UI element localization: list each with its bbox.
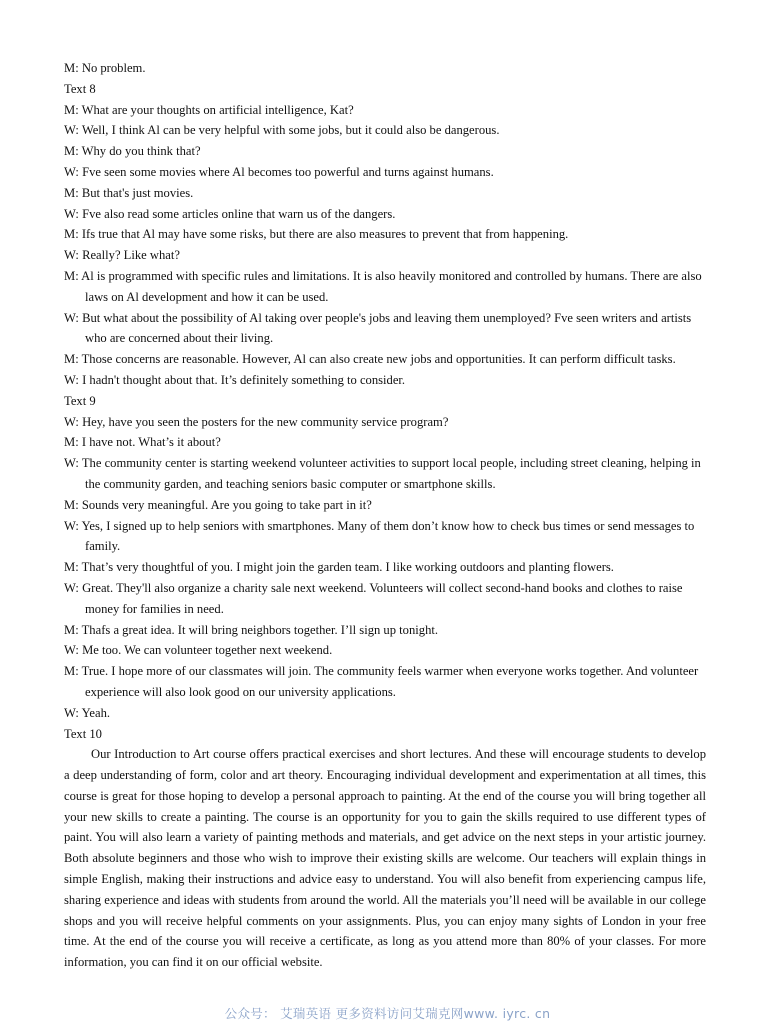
dialogue-line: M: That’s very thoughtful of you. I might join the garden team. I like working outdoors and planting flowers.: [64, 560, 614, 575]
section-heading: Text 8: [64, 81, 96, 96]
dialogue-line: W: The community center is starting weekend volunteer activities to support local people, including street cleaning, helping in the community garden, and teaching seniors basic computer or smartphone skills.: [64, 456, 701, 491]
dialogue-line: M: But that's just movies.: [64, 185, 194, 200]
dialogue-line: W: Fve also read some articles online that warn us of the dangers.: [64, 206, 396, 221]
dialogue-line: M: Thafs a great idea. It will bring neighbors together. I’ll sign up tonight.: [64, 622, 439, 637]
dialogue-line: M: Those concerns are reasonable. However, Al can also create new jobs and opportunities. It can perform difficult tasks.: [64, 352, 676, 367]
dialogue-line: W: Yeah.: [64, 705, 111, 720]
section-heading: Text 9: [64, 393, 96, 408]
dialogue-line: W: Fve seen some movies where Al becomes too powerful and turns against humans.: [64, 164, 494, 179]
dialogue-line: M: True. I hope more of our classmates will join. The community feels warmer when everyone works together. And volunteer experience will also look good on our university applications.: [64, 664, 699, 699]
dialogue-line: M: Al is programmed with specific rules and limitations. It is also heavily monitored and controlled by humans. There are also laws on Al development and how it can be used.: [64, 268, 702, 304]
dialogue-line: W: Really? Like what?: [64, 248, 180, 263]
dialogue-line: M: No problem.: [64, 61, 146, 75]
dialogue-line: M: Sounds very meaningful. Are you going to take part in it?: [64, 497, 372, 512]
dialogue-line: M: Why do you think that?: [64, 144, 201, 159]
document-body: [64, 58, 706, 973]
dialogue-line: M: What are your thoughts on artificial intelligence, Kat?: [64, 102, 354, 117]
dialogue-line: W: Hey, have you seen the posters for the new community service program?: [64, 414, 449, 429]
dialogue-line: M: Ifs true that Al may have some risks, but there are also measures to prevent that from happening.: [64, 227, 569, 242]
dialogue-line: W: Me too. We can volunteer together next weekend.: [64, 643, 333, 658]
dialogue-line: W: I hadn't thought about that. It’s definitely something to consider.: [64, 372, 406, 387]
passage-paragraph: Our Introduction to Art course offers practical exercises and short lectures. And these will encourage students to develop a deep understanding of form, color and art theory. Encouraging individual development and experimentation at all times, this course is great for those hoping to develop a personal approach to painting. At the end of the course you will bring together all your new skills to create a painting. The course is an opportunity for you to gain the skills required to use different types of paint. You will also learn a variety of painting methods and materials, and get advice on the next steps in your artistic journey. Both absolute beginners and those who wish to improve their existing skills are welcome. Our teachers will explain things in simple English, making their instructions and advice easy to understand. You will also benefit from experiencing campus life, sharing experience and ideas with students from around the world. All the materials you’ll need will be available in our college shops and you will receive helpful comments on your assignments. Plus, you can enjoy many sights of London in your free time. At the end of the course you will receive a certificate, as long as you attend more than 80% of your classes. For more information, you can find it on our official website.: [64, 747, 706, 970]
section-heading: Text 10: [64, 726, 102, 741]
watermark-footer: 公众号： 艾瑞英语 更多资料访问艾瑞克网www. iyrc. cn: [224, 1006, 551, 1021]
dialogue-line: W: Yes, I signed up to help seniors with smartphones. Many of them don’t know how to check bus times or send messages to family.: [64, 518, 695, 554]
dialogue-line: W: Well, I think Al can be very helpful with some jobs, but it could also be dangerous.: [64, 123, 500, 138]
dialogue-line: W: Great. They'll also organize a charity sale next weekend. Volunteers will collect second-hand books and clothes to raise money for families in need.: [64, 580, 683, 616]
dialogue-line: W: But what about the possibility of Al taking over people's jobs and leaving them unemployed? Fve seen writers and artists who are concerned about their living.: [64, 310, 692, 346]
dialogue-line: M: I have not. What’s it about?: [64, 435, 221, 450]
